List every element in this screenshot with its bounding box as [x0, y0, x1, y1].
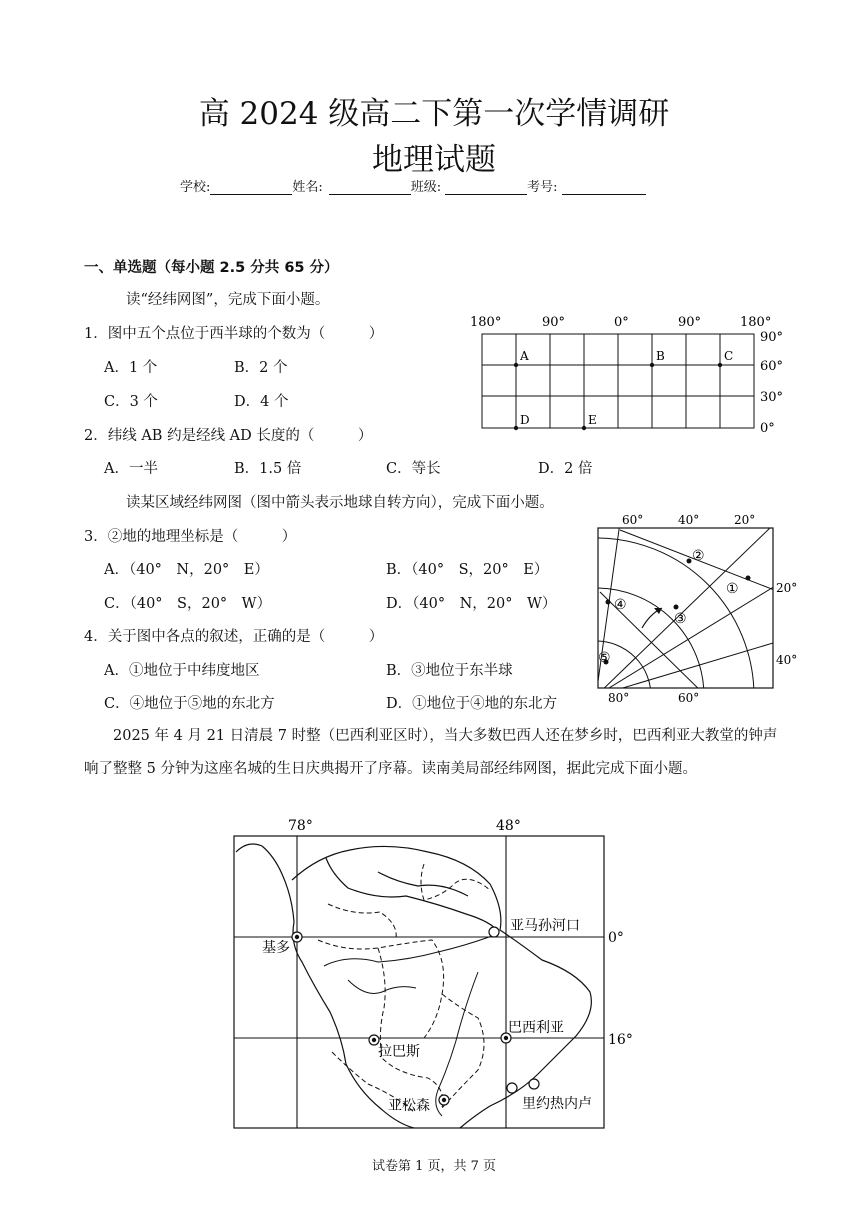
lat-label: 0°	[608, 930, 624, 946]
point-b	[650, 363, 654, 367]
q4-stem: 4．关于图中各点的叙述，正确的是（ ）	[84, 629, 384, 645]
point-d	[514, 426, 518, 430]
polar-region-map	[590, 510, 805, 706]
intro-2: 读某区域经纬网图（图中箭头表示地球自转方向），完成下面小题。	[126, 495, 554, 511]
point-a	[514, 363, 518, 367]
q3-stem: 3．②地的地理坐标是（ ）	[84, 529, 297, 545]
q1-option-c[interactable]: C．3 个	[104, 394, 158, 410]
lon-label: 180°	[740, 315, 772, 330]
page-footer: 试卷第 1 页，共 7 页	[371, 1159, 497, 1174]
q1-option-b[interactable]: B．2 个	[234, 360, 288, 376]
label-1: ①	[726, 581, 739, 597]
top-label: 20°	[734, 513, 756, 527]
label-5: ⑤	[598, 650, 611, 666]
q2-option-a[interactable]: A．一半	[104, 461, 158, 477]
school-label: 学校:	[180, 180, 211, 195]
lon-label: 48°	[496, 818, 521, 834]
bottom-label: 60°	[678, 691, 700, 705]
city-lapaz-label: 拉巴斯	[378, 1044, 420, 1060]
q4-option-b[interactable]: B．③地位于东半球	[386, 663, 513, 679]
class-blank[interactable]	[445, 180, 527, 195]
bottom-label: 80°	[608, 691, 630, 705]
city-rio-marker-2	[529, 1079, 539, 1089]
rivers	[324, 936, 492, 1116]
number-blank[interactable]	[562, 180, 646, 195]
student-info-line	[180, 176, 646, 195]
amazon-mouth-label: 亚马孙河口	[510, 918, 580, 934]
school-blank[interactable]	[210, 180, 292, 195]
label-a: A	[520, 349, 529, 363]
q3-option-d[interactable]: D．（40° N，20° W）	[386, 596, 557, 612]
q2-option-b[interactable]: B．1.5 倍	[234, 461, 302, 477]
lat-label: 90°	[760, 330, 784, 345]
q4-option-a[interactable]: A．①地位于中纬度地区	[104, 663, 260, 679]
right-label: 20°	[776, 581, 798, 595]
amazon-mouth-marker	[489, 927, 499, 937]
point-1	[746, 576, 751, 581]
lon-label: 90°	[542, 315, 566, 330]
label-b: B	[656, 349, 665, 363]
top-label: 40°	[678, 513, 700, 527]
lat-label: 0°	[760, 421, 775, 436]
map-grid	[234, 836, 604, 1128]
city-rio-marker-1	[507, 1083, 517, 1093]
label-e: E	[588, 413, 597, 427]
point-c	[718, 363, 722, 367]
q3-option-c[interactable]: C．（40° S，20° W）	[104, 596, 272, 612]
label-2: ②	[692, 548, 705, 564]
point-3	[674, 605, 679, 610]
q2-option-d[interactable]: D．2 倍	[538, 461, 593, 477]
lat-label: 60°	[760, 359, 784, 374]
label-4: ④	[614, 597, 627, 613]
point-e	[582, 426, 586, 430]
lon-label: 180°	[470, 315, 502, 330]
city-asuncion-label: 亚松森	[388, 1098, 430, 1114]
section-heading: 一、单选题（每小题 2.5 分共 65 分）	[84, 260, 339, 276]
exam-title: 高 2024 级高二下第一次学情调研	[198, 96, 670, 132]
intro-1: 读“经纬网图”，完成下面小题。	[126, 292, 330, 308]
point-2	[687, 559, 692, 564]
q4-option-c[interactable]: C．④地位于⑤地的东北方	[104, 696, 275, 712]
q3-option-b[interactable]: B．（40° S，20° E）	[386, 562, 549, 578]
lon-label: 0°	[614, 315, 629, 330]
number-label: 考号:	[527, 180, 558, 195]
name-label: 姓名:	[292, 180, 323, 195]
graticule-map	[468, 308, 798, 438]
borders	[318, 864, 490, 1112]
exam-subject: 地理试题	[372, 142, 496, 178]
class-label: 班级:	[410, 180, 442, 195]
city-brasilia-label: 巴西利亚	[508, 1020, 564, 1036]
point-4	[606, 600, 611, 605]
q1-option-d[interactable]: D．4 个	[234, 394, 289, 410]
lon-label: 78°	[288, 818, 313, 834]
lon-label: 90°	[678, 315, 702, 330]
q2-stem: 2．纬线 AB 约是经线 AD 长度的（ ）	[84, 428, 373, 444]
label-3: ③	[674, 611, 687, 627]
top-label: 60°	[622, 513, 644, 527]
q1-option-a[interactable]: A．1 个	[104, 360, 158, 376]
city-quito-label: 基多	[262, 940, 290, 956]
name-blank[interactable]	[329, 180, 411, 195]
right-label: 40°	[776, 653, 798, 667]
south-america-map	[228, 812, 633, 1134]
q1-stem: 1．图中五个点位于西半球的个数为（ ）	[84, 326, 384, 342]
q4-option-d[interactable]: D．①地位于④地的东北方	[386, 696, 558, 712]
lat-label: 16°	[608, 1032, 633, 1048]
lat-label: 30°	[760, 390, 784, 405]
city-rio-label: 里约热内卢	[522, 1096, 592, 1112]
q2-option-c[interactable]: C．等长	[386, 461, 441, 477]
label-d: D	[520, 413, 530, 427]
passage: 2025 年 4 月 21 日清晨 7 时整（巴西利亚区时），当大多数巴西人还在梦乡时，巴西利亚大教堂的钟声响了整整 5 分钟为这座名城的生日庆典揭开了序幕。读南美局部经纬网图，据此完成下面小题。	[84, 728, 778, 777]
rotation-arrow-icon	[642, 608, 662, 628]
label-c: C	[724, 349, 734, 363]
q3-option-a[interactable]: A．（40° N，20° E）	[104, 562, 269, 578]
